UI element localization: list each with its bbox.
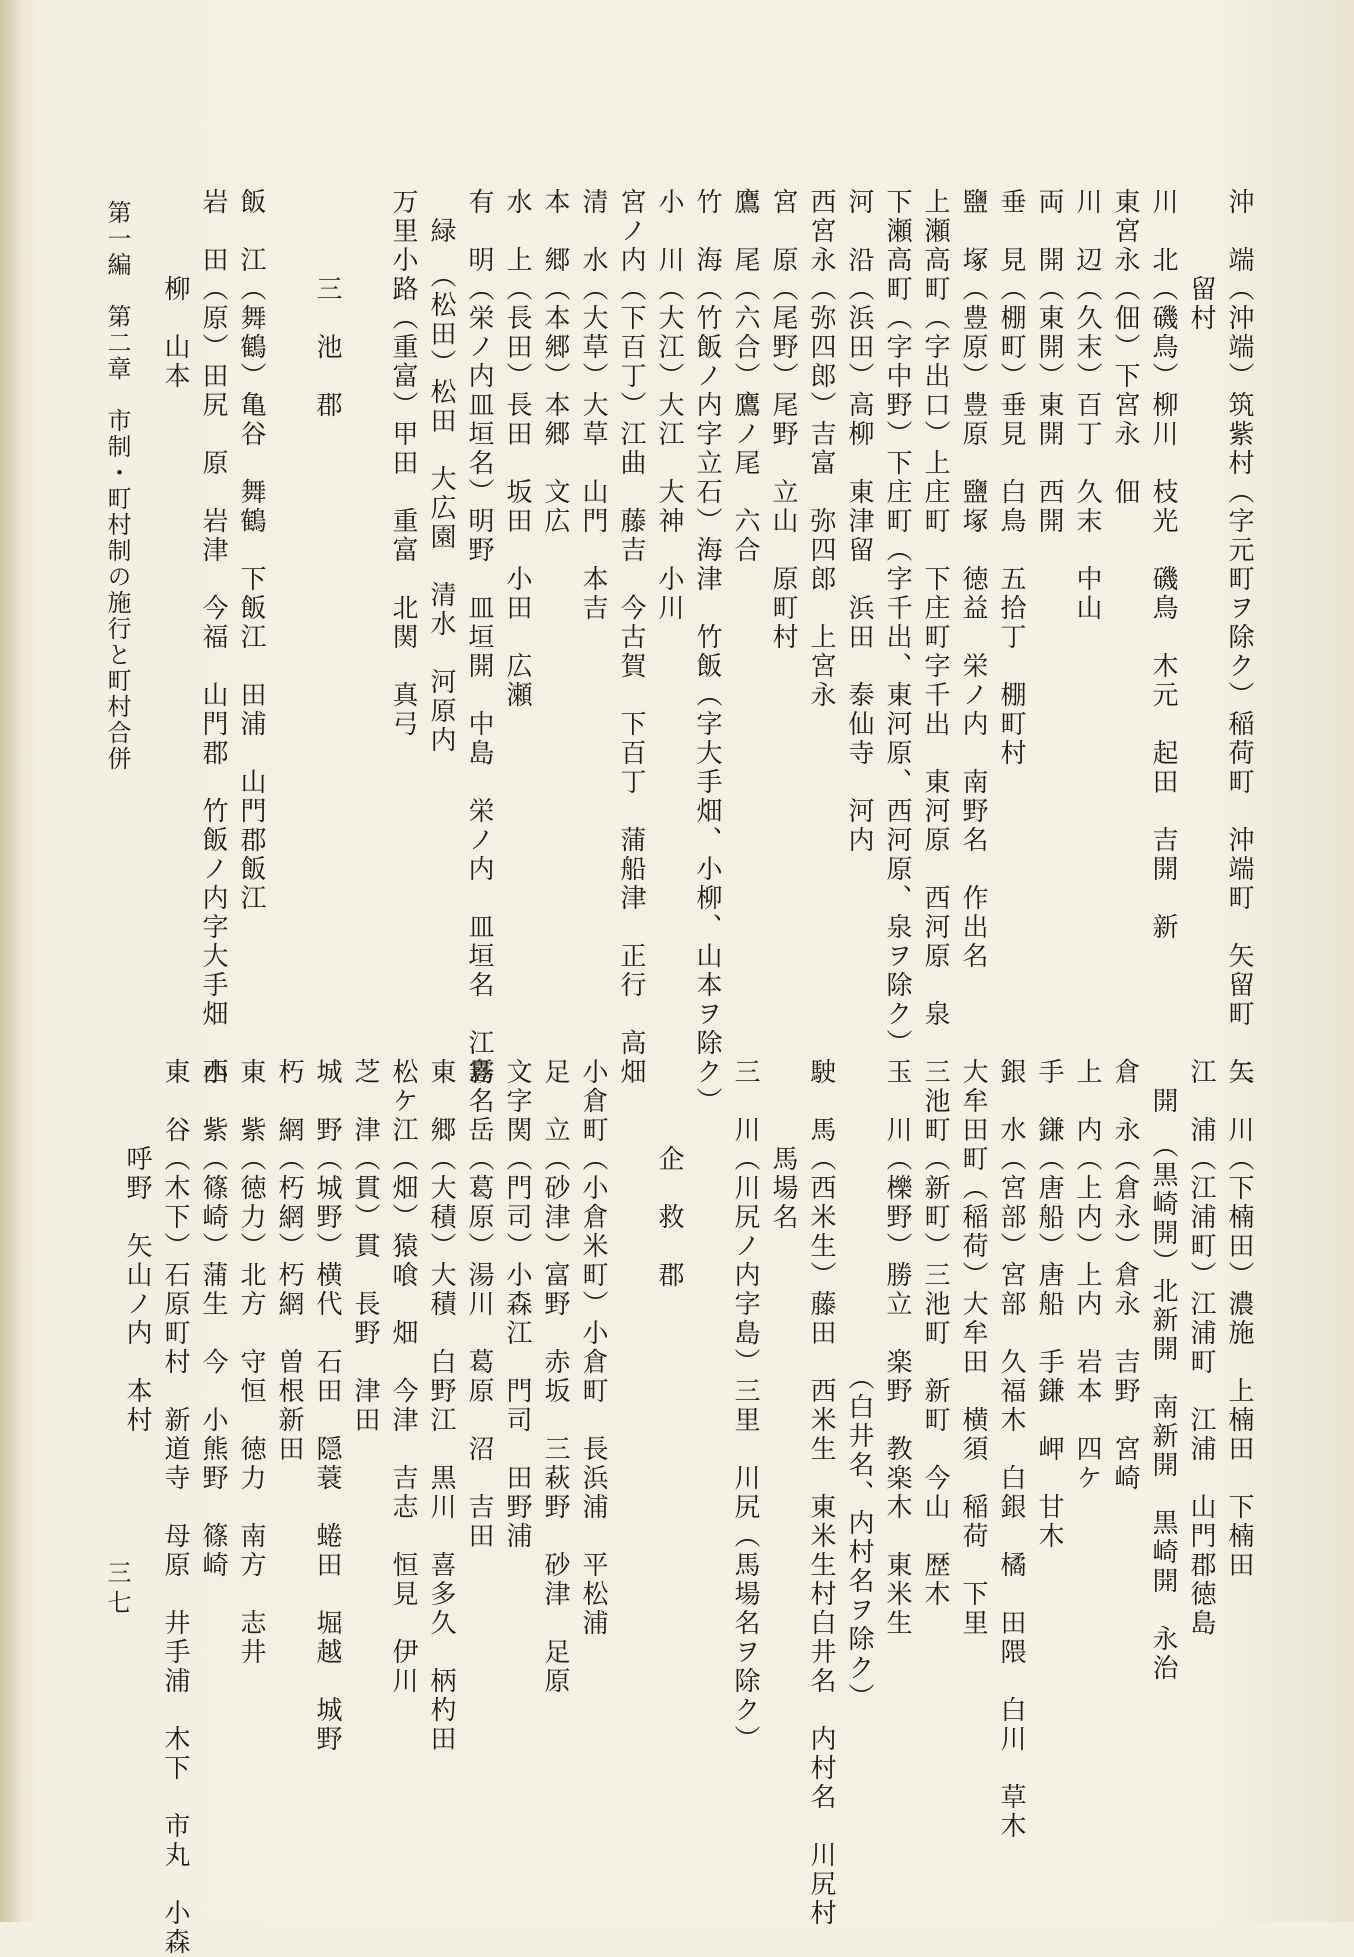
entry-line: 江 浦（江浦町）江浦町 江浦 山門郡徳島 (1186, 1058, 1216, 1638)
entry-line: 清 水（大草）大草 山門 本吉 (578, 188, 608, 623)
entry-line: 河 沿（浜田）高柳 東津留 浜田 泰仙寺 河内 (844, 188, 874, 855)
entry-line: 鹽 塚（豊原）豊原 鹽塚 徳益 栄ノ内 南野名 作出名 (958, 188, 988, 971)
entry-line: 川 北（磯鳥）柳川 枝光 磯鳥 木元 起田 吉開 新 (1148, 188, 1178, 942)
entry-line: 三池町（新町）三池町 新町 今山 歴木 (920, 1058, 950, 1609)
entry-line: 芝 津（貫）貫 長野 津田 (350, 1058, 380, 1435)
entry-line: 沖 端（沖端）筑紫村（字元町ヲ除ク）稲荷町 沖端町 矢留町 矢 (1224, 188, 1254, 1087)
entry-line: 朽 網（朽網）朽網 曽根新田 (274, 1058, 304, 1464)
entry-line: 柳 山本 (160, 188, 190, 391)
entry-line: 飯 江（舞鶴）亀谷 舞鶴 下飯江 田浦 山門郡飯江 (236, 188, 266, 913)
entry-line: 小倉町（小倉米町）小倉町 長浜浦 平松浦 (578, 1058, 608, 1638)
entry-line: 東 紫（徳力）北方 守恒 徳力 南方 志井 (236, 1058, 266, 1667)
entry-line: 呼野 矢山ノ内 本村 (122, 1058, 152, 1435)
entry-line: 岩 田（原）田尻 原 岩津 今福 山門郡 竹飯ノ内字大手畑 小 (198, 188, 228, 1087)
entry-line: 西 紫（篠崎）蒲生 今 小熊野 篠崎 (198, 1058, 228, 1580)
entry-line: 三 川（川尻ノ内字島）三里 川尻（馬場名ヲ除ク） (730, 1058, 760, 1754)
entry-line: 両 開（東開）東開 西開 (1034, 188, 1064, 536)
entry-line: 倉 永（倉永）倉永 吉野 宮崎 (1110, 1058, 1140, 1493)
entry-line: 留村 (1186, 188, 1216, 333)
entry-line: 川 辺（久末）百丁 久末 中山 (1072, 188, 1102, 623)
entry-line: （白井名、内村名ヲ除ク） (844, 1058, 874, 1712)
page-number: 三七 (103, 1560, 131, 1620)
entry-line: 小 川（大江）大江 大神 小川 (654, 188, 684, 623)
entry-line: 東 郷（大積）大積 白野江 黒川 喜多久 柄杓田 (426, 1058, 456, 1754)
district-heading: 三 池 郡 (312, 188, 342, 420)
entry-line: 上 内（上内）上内 岩本 四ケ (1072, 1058, 1102, 1493)
entry-line: 東宮永（佃）下宮永 佃 (1110, 188, 1140, 507)
entry-line: 松ケ江（畑）猿喰 畑 今津 吉志 恒見 伊川 (388, 1058, 418, 1696)
entry-line: 鷹 尾（六合）鷹ノ尾 六合 (730, 188, 760, 565)
entry-line: 万里小路（重富）甲田 重富 北関 真弓 (388, 188, 418, 739)
entry-line: 玉 川（櫟野）勝立 楽野 教楽木 東米生 (882, 1058, 912, 1638)
district-heading: 企 救 郡 (654, 1058, 684, 1290)
entry-line: 手 鎌（唐船）唐船 手鎌 岬 甘木 (1034, 1058, 1064, 1551)
entry-line: 本 郷（本郷）本郷 文広 (540, 188, 570, 536)
entry-line: 霧 岳（葛原）湯川 葛原 沼 吉田 (464, 1058, 494, 1551)
running-head: 第一編 第二章 市制・町村制の施行と町村合併 (103, 200, 131, 772)
entry-line: 馬場名 (768, 1058, 798, 1232)
entry-line: 宮ノ内（下百丁）江曲 藤吉 今古賀 下百丁 蒲船津 正行 高畑 (616, 188, 646, 1087)
entry-line: 大牟田町（稲荷）大牟田 横須 稲荷 下里 (958, 1058, 988, 1638)
entry-line: 下瀬高町（字中野）下庄町（字千出、東河原、西河原、泉ヲ除ク） (882, 188, 912, 1058)
entry-line: 文字関（門司）小森江 門司 田野浦 (502, 1058, 532, 1551)
entry-line: 西宮永（弥四郎）吉富 弥四郎 上宮永 (806, 188, 836, 710)
entry-line: 駛 馬（西米生）藤田 西米生 東米生村白井名 内村名 川尻村 (806, 1058, 836, 1928)
entry-line: 緑 （松田）松田 大広園 清水 河原内 (426, 188, 456, 755)
entry-line: 竹 海（竹飯ノ内字立石）海津 竹飯（字大手畑、小柳、山本ヲ除ク） (692, 188, 722, 1116)
entry-line: 有 明（栄ノ内皿垣名）明野 皿垣開 中島 栄ノ内 皿垣名 江島名 (464, 188, 494, 1116)
entry-line: 垂 見（棚町）垂見 白鳥 五拾丁 棚町村 (996, 188, 1026, 768)
entry-line: 上瀬高町（字出口）上庄町 下庄町字千出 東河原 西河原 泉 (920, 188, 950, 1029)
entry-line: 開 （黒崎開）北新開 南新開 黒崎開 永治 (1148, 1058, 1178, 1683)
entry-line: 東 谷（木下）石原町村 新道寺 母原 井手浦 木下 市丸 小森 (160, 1058, 190, 1957)
entry-line: 足 立（砂津）富野 赤坂 三萩野 砂津 足原 (540, 1058, 570, 1696)
entry-line: 銀 水（宮部）宮部 久福木 白銀 橘 田隈 白川 草木 (996, 1058, 1026, 1841)
entry-line: 宮 原（尾野）尾野 立山 原町村 (768, 188, 798, 652)
entry-line: 水 上（長田）長田 坂田 小田 広瀬 (502, 188, 532, 710)
entry-line: 二 川（下楠田）濃施 上楠田 下楠田 (1224, 1058, 1254, 1580)
entry-line: 城 野（城野）横代 石田 隠蓑 蜷田 堀越 城野 (312, 1058, 342, 1754)
